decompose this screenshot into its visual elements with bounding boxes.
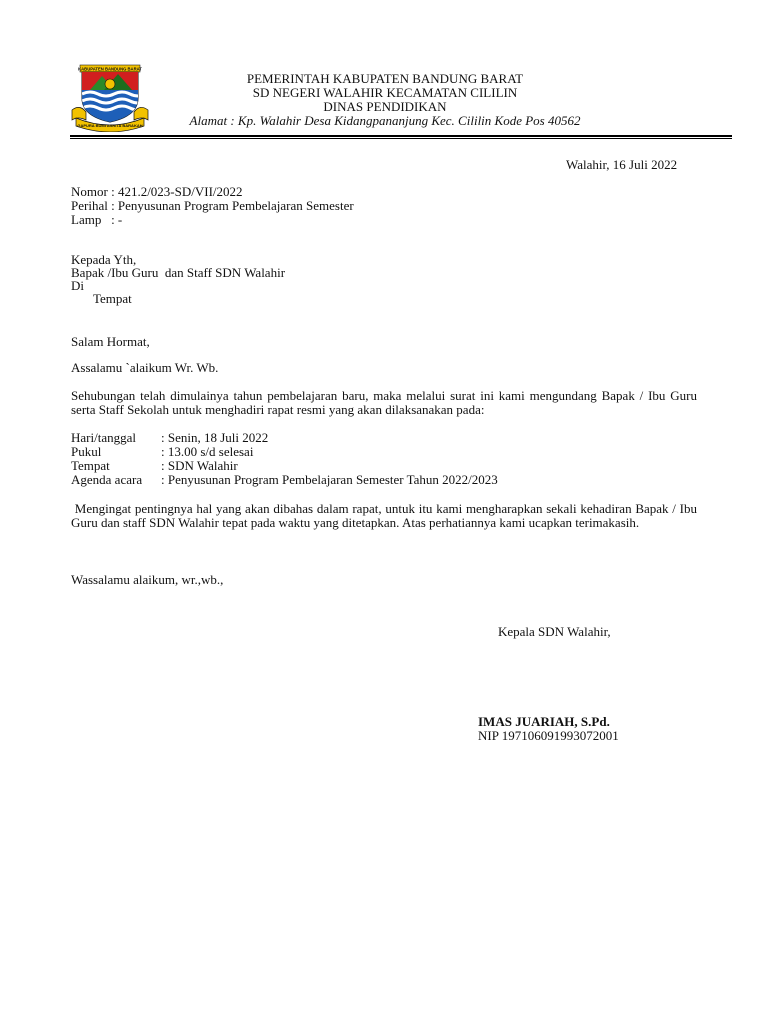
letter-subject: Perihal : Penyusunan Program Pembelajaran Semester	[71, 198, 354, 213]
letterhead-divider	[70, 135, 732, 137]
recipient-di: Di	[71, 278, 84, 293]
signatory-name: IMAS JUARIAH, S.Pd.	[478, 714, 610, 729]
regency-emblem-icon	[70, 64, 150, 132]
closing-paragraph: Mengingat pentingnya hal yang akan dibahas dalam rapat, untuk itu kami mengharapkan sekali kehadiran Bapak / Ibu Guru dan staff SDN Walahir tepat pada waktu yang ditetapkan. Atas perhatiannya kami ucapkan terimakasih.	[71, 501, 701, 530]
letter-attachment: Lamp : -	[71, 212, 123, 227]
detail-label: Pukul	[71, 444, 102, 459]
letterhead-divider-thin	[70, 138, 732, 139]
detail-value: : Penyusunan Program Pembelajaran Semester Tahun 2022/2023	[161, 472, 498, 487]
detail-row-time	[71, 445, 253, 459]
detail-value: : SDN Walahir	[161, 458, 238, 473]
detail-label: Tempat	[71, 458, 110, 473]
signatory-title: Kepala SDN Walahir,	[498, 624, 611, 639]
letterhead-school: SD NEGERI WALAHIR KECAMATAN CILILIN	[252, 85, 518, 100]
signatory-nip: NIP 197106091993072001	[478, 728, 619, 743]
recipient-place: Tempat	[93, 291, 132, 306]
detail-row-place	[71, 459, 238, 473]
detail-row-agenda	[71, 473, 498, 487]
date-line: Walahir, 16 Juli 2022	[566, 157, 678, 172]
opening-greeting: Assalamu `alaikum Wr. Wb.	[71, 360, 219, 375]
detail-label: Hari/tanggal	[71, 430, 136, 445]
detail-label: Agenda acara	[71, 472, 143, 487]
detail-row-date	[71, 431, 268, 445]
emblem-banner-text: KABUPATEN BANDUNG BARAT	[78, 66, 142, 72]
letterhead	[150, 72, 620, 128]
intro-paragraph: Sehubungan telah dimulainya tahun pembelajaran baru, maka melalui surat ini kami mengundang Bapak / Ibu Guru serta Staff Sekolah untuk menghadiri rapat resmi yang akan dilaksanakan pada:	[71, 388, 697, 417]
emblem-motto-text: GAPURA BUMI ASRITA BARAKAH	[77, 123, 143, 128]
detail-value: : 13.00 s/d selesai	[161, 444, 254, 459]
letterhead-government: PEMERINTAH KABUPATEN BANDUNG BARAT	[246, 71, 524, 86]
recipient-greeting: Kepada Yth,	[71, 252, 137, 267]
letterhead-address: Alamat : Kp. Walahir Desa Kidangpananjung Kec. Cililin Kode Pos 40562	[189, 113, 581, 128]
letter-number: Nomor : 421.2/023-SD/VII/2022	[71, 184, 243, 199]
letterhead-department: DINAS PENDIDIKAN	[323, 99, 447, 114]
detail-value: : Senin, 18 Juli 2022	[161, 430, 269, 445]
salutation: Salam Hormat,	[71, 334, 150, 349]
closing-greeting: Wassalamu alaikum, wr.,wb.,	[71, 572, 224, 587]
recipient-name: Bapak /Ibu Guru dan Staff SDN Walahir	[71, 265, 286, 280]
